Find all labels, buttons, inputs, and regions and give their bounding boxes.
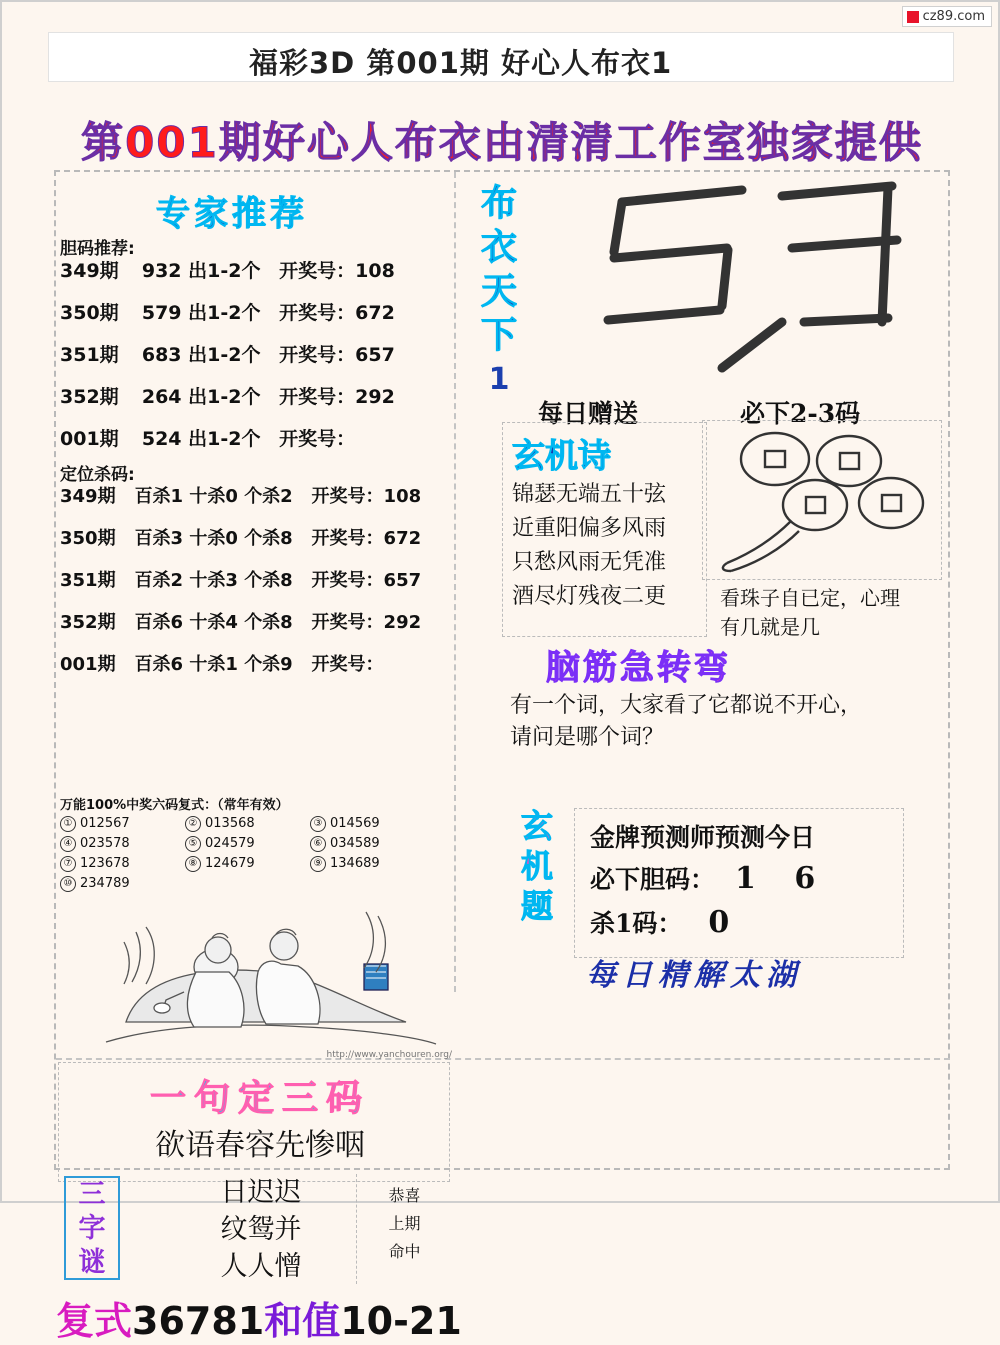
sanzimi-line: 人人憎 xyxy=(220,1251,302,1282)
fushi-item: ⑥ 034589 xyxy=(310,834,435,854)
yjds-title: 一句定三码 xyxy=(149,1078,370,1119)
fushi-item: ④ 023578 xyxy=(60,834,185,854)
fushi-item: ⑨ 134689 xyxy=(310,854,435,874)
gold-must-code: 必下胆码： 1 6 xyxy=(590,861,830,896)
zhuzi-line: 有几就是几 xyxy=(720,615,820,639)
sage-illustration xyxy=(66,872,456,1062)
header-bar xyxy=(48,32,954,82)
watermark-square-icon xyxy=(907,11,919,23)
page-title: 福彩3D 第001期 好心人布衣1 xyxy=(249,46,673,80)
index-icon: ⑧ xyxy=(185,856,201,872)
sanzimi-lines xyxy=(176,1174,346,1285)
sum-value: 10-21 xyxy=(340,1299,462,1343)
sanzimi-label: 三字谜 xyxy=(64,1176,120,1280)
index-icon: ③ xyxy=(310,816,326,832)
sage-url: http://www.yanchouren.org/ xyxy=(326,1050,452,1060)
xuanjishi-line: 酒尽灯残夜二更 xyxy=(512,584,667,609)
naojin-question-line: 有一个词，大家看了它都说不开心， xyxy=(510,693,863,718)
naojin-title: 脑筋急转弯 xyxy=(546,648,731,688)
fushi-label: 复式 xyxy=(56,1299,133,1343)
dan-row: 352期 264 出1-2个 开奖号：292 xyxy=(60,386,395,408)
dan-row-current: 001期 524 出1-2个 开奖号： xyxy=(60,428,356,450)
xuanjishi-title: 玄机诗 xyxy=(512,436,611,475)
watermark xyxy=(902,6,992,27)
dan-row: 350期 579 出1-2个 开奖号：672 xyxy=(60,302,395,324)
xuanjishi-line: 锦瑟无端五十弦 xyxy=(512,482,667,507)
dan-label: 胆码推荐: xyxy=(60,239,135,259)
fushi-value: 36781 xyxy=(132,1299,265,1343)
sha-row: 349期 百杀1 十杀0 个杀2 开奖号：108 xyxy=(60,486,422,507)
sage-drawing-icon xyxy=(66,872,456,1062)
fushi-item: ③ 014569 xyxy=(310,814,435,834)
daily-gift-label: 每日赠送 xyxy=(538,399,639,428)
index-icon: ① xyxy=(60,816,76,832)
xuanjishi-line: 只愁风雨无凭准 xyxy=(512,550,667,575)
fushi-item: ⑤ 024579 xyxy=(185,834,310,854)
xuanjiti-label: 玄机题 xyxy=(520,807,553,925)
buyitianxia-number: 1 xyxy=(488,362,510,397)
congrats-line: 恭喜 xyxy=(388,1186,421,1205)
sha-row: 351期 百杀2 十杀3 个杀8 开奖号：657 xyxy=(60,570,422,591)
fushi-item: ② 013568 xyxy=(185,814,310,834)
congrats-line: 上期 xyxy=(388,1214,421,1233)
fushi-item: ⑩ 234789 xyxy=(60,874,185,894)
sha-row: 352期 百杀6 十杀4 个杀8 开奖号：292 xyxy=(60,612,422,633)
index-icon: ⑩ xyxy=(60,876,76,892)
index-icon: ⑦ xyxy=(60,856,76,872)
fushi-item: ⑦ 123678 xyxy=(60,854,185,874)
red-banner: 第001期好心人布衣由清清工作室独家提供 xyxy=(81,118,923,167)
naojin-question xyxy=(510,690,950,754)
index-icon: ⑤ xyxy=(185,836,201,852)
yjds-line: 欲语春容先惨咽 xyxy=(155,1128,365,1163)
dan-row: 349期 932 出1-2个 开奖号：108 xyxy=(60,260,395,282)
expert-title: 专家推荐 xyxy=(156,194,308,234)
congrats-line: 命中 xyxy=(388,1242,421,1261)
sum-label: 和值 xyxy=(264,1299,341,1343)
coins-box xyxy=(702,420,942,580)
fushi-item: ① 012567 xyxy=(60,814,185,834)
gold-forecast-line: 金牌预测师预测今日 xyxy=(590,823,816,852)
must-code-label: 必下2-3码 xyxy=(740,399,861,428)
buyitianxia-title: 布衣天下 1 xyxy=(470,182,528,402)
sha-row-current: 001期 百杀6 十杀1 个杀9 开奖号： xyxy=(60,654,384,675)
index-icon: ⑥ xyxy=(310,836,326,852)
fushi-title: 万能100%中奖六码复式：（常年有效） xyxy=(60,798,289,813)
fushi-sum-bar xyxy=(56,1290,462,1343)
fushi-item: ⑧ 124679 xyxy=(185,854,310,874)
sanzimi-line: 纹鸳并 xyxy=(220,1214,302,1245)
sha-label: 定位杀码: xyxy=(60,465,135,485)
dan-row: 351期 683 出1-2个 开奖号：657 xyxy=(60,344,395,366)
handwritten-number-icon xyxy=(552,172,942,392)
sanzimi-line: 日迟迟 xyxy=(220,1177,302,1208)
daily-analysis-footer: 每日精解太湖 xyxy=(586,958,802,993)
xuanjishi-lines xyxy=(512,478,702,614)
zhuzi-note xyxy=(720,584,940,642)
index-icon: ④ xyxy=(60,836,76,852)
watermark-text: cz89.com xyxy=(922,9,985,24)
sha-row: 350期 百杀3 十杀0 个杀8 开奖号：672 xyxy=(60,528,422,549)
index-icon: ② xyxy=(185,816,201,832)
xuanjishi-line: 近重阳偏多风雨 xyxy=(512,516,667,541)
naojin-question-line: 请问是哪个词？ xyxy=(510,725,665,750)
coins-drawing-icon xyxy=(703,421,941,579)
congrats-box xyxy=(356,1174,452,1284)
zhuzi-line: 看珠子自已定，心理 xyxy=(720,586,900,610)
gold-kill-code: 杀1码： 0 xyxy=(590,905,730,940)
index-icon: ⑨ xyxy=(310,856,326,872)
